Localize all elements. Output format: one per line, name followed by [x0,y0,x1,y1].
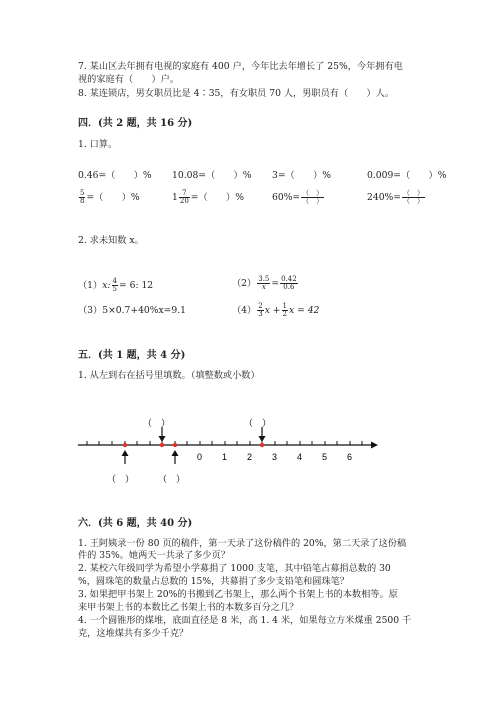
red-point-marker [260,443,264,447]
fraction: $\frac{1}{2}$ [282,302,287,318]
tick-label: 4 [297,452,303,462]
fraction: $\frac{5}{8}$ [80,189,85,205]
question-8: 8. 某连锁店，男女职员比是 4∶35，有女职员 70 人，男职员有（ ）人。 [78,88,395,99]
problem-line: 件的 35%。她两天一共录了多少页？ [78,550,230,561]
oral-calc-2: 10.08=（ ）% [172,170,252,181]
up-arrow-icon [172,450,179,464]
section-4-title: 四．(共 2 题，共 16 分) [78,118,193,129]
fraction: $\frac{7}{20}$ [179,189,189,205]
section-6-title: 六．(共 6 题，共 40 分) [78,518,193,529]
blank-above-1: （ ） [143,418,171,428]
axis-arrowhead-icon [371,442,378,449]
oral-calc-7: 60%= $\frac{( )}{( )}$ [272,189,324,205]
problem-line: 2. 某校六年级同学为希望小学募捐了 1000 支笔，其中铅笔占募捐总数的 30 [78,563,391,574]
equation-3: （3）5×0.7+40%x=9.1 [78,305,186,316]
down-arrow-icon [159,427,166,442]
equation-4: （4） $\frac{2}{3}$ x + $\frac{1}{2}$ x = 42 [232,302,320,318]
fraction: $\frac{( )}{( )}$ [302,189,324,205]
question-7-line1: 7. 某山区去年拥有电视的家庭有 400 户，今年比去年增长了 25%，今年拥有电 [78,61,403,72]
down-arrow-icon [259,427,266,442]
problem-line: 1. 王阿姨录一份 80 页的稿件，第一天录了这份稿件的 20%，第二天录了这份稿 [78,538,407,549]
tick-label: 5 [322,452,328,462]
blank-below-1: （ ） [107,474,135,484]
problem-line: 克，这堆煤共有多少千克？ [78,628,189,639]
oral-calc-1: 0.46=（ ）% [78,170,152,181]
fraction: $\frac{4}{5}$ [112,277,117,293]
oral-calc-3: 3=（ ）% [272,170,332,181]
fraction: $\frac{0.42}{0.6}$ [281,275,297,291]
oral-calc-6: 1 $\frac{7}{20}$ =（ ）% [172,189,244,205]
tick-label: 2 [247,452,253,462]
tick-label: 6 [347,452,353,462]
fraction: $\frac{3.5}{x}$ [258,275,270,291]
problem-line: 3. 如果把甲书架上 20%的书搬到乙书架上，那么两个书架上书的本数相等。原 [78,589,398,600]
section-4-q2: 2. 求未知数 x。 [78,235,144,246]
blank-above-2: （ ） [244,418,272,428]
section-5-title: 五．(共 1 题，共 4 分) [78,350,186,361]
tick-label: 3 [272,452,278,462]
tick-label: 0 [197,452,203,462]
oral-calc-8: 240%= $\frac{( )}{( )}$ [367,189,424,205]
fraction: $\frac{( )}{( )}$ [402,189,424,205]
axis-ticks [87,441,362,445]
red-point-marker [160,443,164,447]
section-4-q1: 1. 口算。 [78,139,118,150]
oral-calc-4: 0.009=（ ）% [367,170,447,181]
fraction: $\frac{2}{3}$ [258,302,263,318]
section-5-q1: 1. 从左到右在括号里填数。（填整数或小数） [78,370,260,381]
oral-calc-5: $\frac{5}{8}$ =（ ）% [80,189,140,205]
red-point-marker [173,443,177,447]
tick-label: 1 [222,452,228,462]
question-7-line2: 视的家庭有（ ）户。 [78,74,180,85]
number-line-figure [0,400,500,490]
problem-line: %，圆珠笔的数量占总数的 15%，共募捐了多少支铅笔和圆珠笔？ [78,576,349,587]
blank-below-2: （ ） [158,474,186,484]
problem-line: 4. 一个圆锥形的煤堆，底面直径是 8 米，高 1. 4 米，如果每立方米煤重 2500 千 [78,615,412,626]
up-arrow-icon [122,450,129,464]
equation-1: （1）x: $\frac{4}{5}$ = 6: 12 [78,277,154,293]
red-point-marker [123,443,127,447]
problem-line: 来甲书架上书的本数比乙书架上书的本数多百分之几？ [78,602,299,613]
equation-2: （2） $\frac{3.5}{x}$ = $\frac{0.42}{0.6}$ [232,275,297,291]
